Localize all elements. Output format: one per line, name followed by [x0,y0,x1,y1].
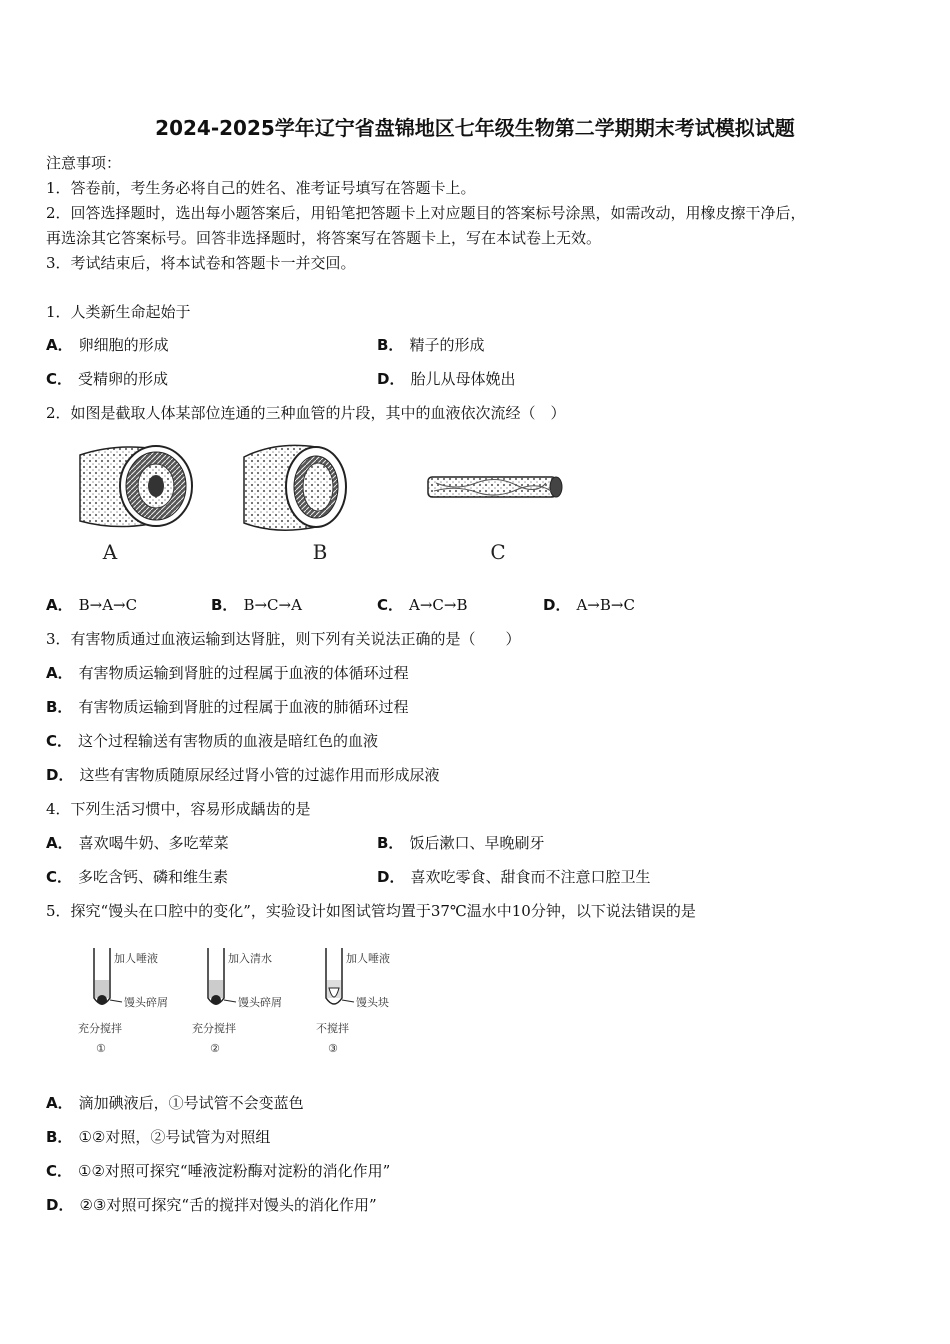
tube-3-number: ③ [328,1042,338,1055]
tube-2-side-label: 馒头碎屑 [238,996,282,1009]
q3-option-c: C． 这个过程输送有害物质的血液是暗红色的血液 [46,732,379,750]
notice-item-1: 1．答卷前，考生务必将自己的姓名、准考证号填写在答题卡上。 [46,179,476,197]
q4-stem: 4．下列生活习惯中，容易形成龋齿的是 [46,800,311,818]
q1-option-c: C． 受精卵的形成 [46,370,169,388]
fig-label-c: C [490,540,506,564]
q3-stem: 3．有害物质通过血液运输到达肾脏，则下列有关说法正确的是（ ） [46,630,521,648]
q2-option-a: A． B→A→C [46,596,138,614]
vessel-c-capillary-icon [428,477,562,497]
tube-1-side-label: 馒头碎屑 [124,996,168,1009]
notice-item-2a: 2．回答选择题时，选出每小题答案后，用铅笔把答题卡上对应题目的答案标号涂黑，如需改动，用橡皮擦干净后， [46,204,806,222]
tube-1-top-label: 加人唾液 [114,952,158,965]
notice-item-3: 3．考试结束后，将本试卷和答题卡一并交回。 [46,254,356,272]
q2-option-c: C． A→C→B [377,596,468,614]
tube-1-number: ① [96,1042,106,1055]
q1-option-d: D． 胎儿从母体娩出 [377,370,516,388]
q4-option-d: D． 喜欢吃零食、甜食而不注意口腔卫生 [377,868,651,886]
q1-option-b: B． 精子的形成 [377,336,485,354]
q5-option-b: B． ①②对照，②号试管为对照组 [46,1128,271,1146]
notice-item-2b: 再选涂其它答案标号。回答非选择题时，将答案写在答题卡上，写在本试卷上无效。 [46,229,602,247]
q2-option-d: D． A→B→C [543,596,635,614]
tube-2-number: ② [210,1042,220,1055]
tube-2-top-label: 加入清水 [228,952,272,965]
fig-label-b: B [312,540,328,564]
tube-2-bottom-label: 充分搅拌 [192,1022,236,1035]
q2-stem: 2．如图是截取人体某部位连通的三种血管的片段，其中的血液依次流经（ ） [46,404,566,422]
test-tubes-figure [74,940,414,1060]
notice-heading: 注意事项： [46,154,122,172]
q5-option-d: D． ②③对照可探究“舌的搅拌对馒头的消化作用” [46,1196,377,1214]
blood-vessels-figure [46,435,586,575]
q5-option-c: C． ①②对照可探究“唾液淀粉酶对淀粉的消化作用” [46,1162,391,1180]
q1-stem: 1．人类新生命起始于 [46,303,191,321]
fig-label-a: A [102,540,118,564]
q5-stem: 5．探究“馒头在口腔中的变化”，实验设计如图试管均置于37℃温水中10分钟，以下说法错误的是 [46,902,696,920]
q5-option-a: A． 滴加碘液后，①号试管不会变蓝色 [46,1094,304,1112]
vessel-b-vein-icon [244,445,346,530]
tube-1-bottom-label: 充分搅拌 [78,1022,122,1035]
q3-option-b: B． 有害物质运输到肾脏的过程属于血液的肺循环过程 [46,698,409,716]
tube-3-side-label: 馒头块 [356,996,389,1009]
q4-option-a: A． 喜欢喝牛奶、多吃荤菜 [46,834,229,852]
q4-option-b: B． 饭后漱口、早晚刷牙 [377,834,545,852]
page-title: 2024-2025学年辽宁省盘锦地区七年级生物第二学期期末考试模拟试题 [155,116,795,140]
q3-option-d: D． 这些有害物质随原尿经过肾小管的过滤作用而形成尿液 [46,766,440,784]
q4-option-c: C． 多吃含钙、磷和维生素 [46,868,229,886]
vessel-a-artery-icon [80,446,192,527]
q3-option-a: A． 有害物质运输到肾脏的过程属于血液的体循环过程 [46,664,409,682]
q2-option-b: B． B→C→A [211,596,302,614]
tube-3-top-label: 加人唾液 [346,952,390,965]
tube-3-bottom-label: 不搅拌 [316,1022,349,1035]
q1-option-a: A． 卵细胞的形成 [46,336,169,354]
